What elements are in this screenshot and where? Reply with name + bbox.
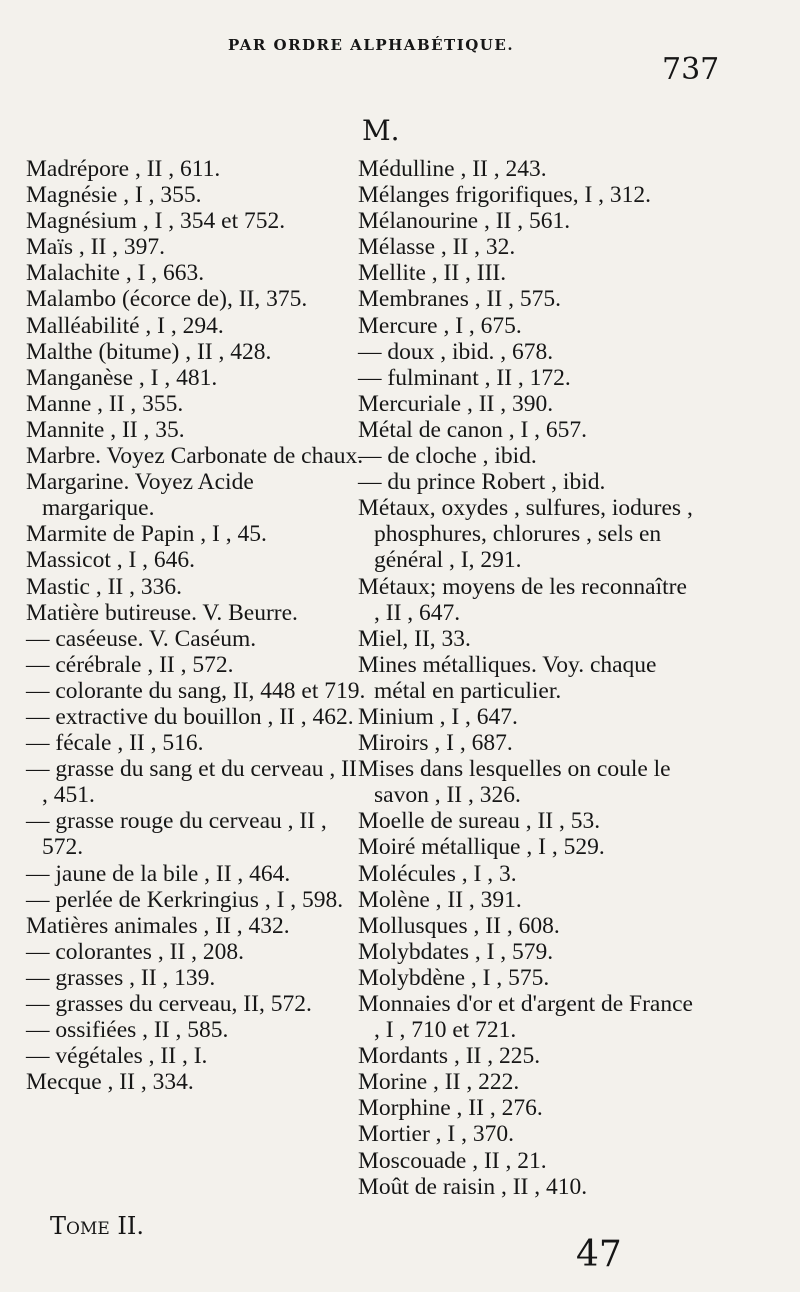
- index-entry: — grasses , II , 139.: [26, 964, 216, 991]
- index-entry: — de cloche , ibid.: [358, 443, 537, 470]
- index-entry: Métaux, oxydes , sulfures, iodures , phosphures, chlorures , sels en général , I, 291.: [358, 495, 693, 574]
- index-entry: — perlée de Kerkringius , I , 598.: [26, 886, 344, 913]
- gathering-number: 47: [576, 1234, 622, 1275]
- running-head: PAR ORDRE ALPHABÉTIQUE.: [228, 36, 515, 54]
- index-entry: Marbre. Voyez Carbonate de chaux.: [26, 443, 364, 470]
- index-entry: — doux , ibid. , 678.: [358, 338, 554, 365]
- index-entry: Moiré métallique , I , 529.: [358, 834, 605, 861]
- index-entry: Malléabilité , I , 294.: [26, 312, 224, 339]
- index-entry: — grasse du sang et du cerveau , II , 451.: [26, 756, 357, 809]
- index-entry: Molécules , I , 3.: [358, 860, 517, 887]
- index-entry: — colorante du sang, II, 448 et 719.: [26, 677, 366, 704]
- index-entry: Mercure , I , 675.: [358, 312, 522, 339]
- index-entry: Monnaies d'or et d'argent de France , I , 710 et 721.: [358, 991, 693, 1044]
- index-column-right: [358, 156, 698, 1200]
- index-entry: Mollusques , II , 608.: [358, 912, 560, 939]
- index-entry: Magnésium , I , 354 et 752.: [26, 208, 286, 235]
- index-entry: — végétales , II , I.: [26, 1043, 208, 1070]
- index-column-left: [26, 156, 366, 1095]
- index-entry: — du prince Robert , ibid.: [358, 469, 606, 496]
- section-letter: M.: [362, 114, 400, 147]
- index-entry: Molène , II , 391.: [358, 886, 522, 913]
- index-entry: Moscouade , II , 21.: [358, 1147, 547, 1174]
- index-entry: Mastic , II , 336.: [26, 573, 182, 600]
- index-entry: — caséeuse. V. Caséum.: [26, 625, 257, 652]
- index-entry: Mortier , I , 370.: [358, 1121, 514, 1148]
- index-entry: Malachite , I , 663.: [26, 260, 205, 287]
- index-entry: Mises dans lesquelles on coule le savon , II , 326.: [358, 756, 671, 809]
- volume-signature: Tome II.: [50, 1212, 144, 1240]
- index-entry: Mannite , II , 35.: [26, 416, 185, 443]
- index-entry: Matière butireuse. V. Beurre.: [26, 599, 298, 626]
- index-entry: Mercuriale , II , 390.: [358, 390, 554, 417]
- index-entry: Minium , I , 647.: [358, 703, 518, 730]
- index-entry: Mélanourine , II , 561.: [358, 208, 571, 235]
- index-entry: — fulminant , II , 172.: [358, 364, 571, 391]
- index-entry: Morphine , II , 276.: [358, 1095, 543, 1122]
- index-entry: — fécale , II , 516.: [26, 730, 204, 757]
- index-entry: Malambo (écorce de), II, 375.: [26, 286, 308, 313]
- index-entry: Matières animales , II , 432.: [26, 912, 290, 939]
- index-entry: Médulline , II , 243.: [358, 156, 547, 182]
- index-entry: — ossifiées , II , 585.: [26, 1017, 229, 1044]
- index-entry: — cérébrale , II , 572.: [26, 651, 234, 678]
- index-entry: Mélasse , II , 32.: [358, 234, 516, 261]
- index-entry: — jaune de la bile , II , 464.: [26, 860, 291, 887]
- index-entry: Morine , II , 222.: [358, 1069, 520, 1096]
- page-number: 737: [662, 52, 720, 87]
- index-entry: Manganèse , I , 481.: [26, 364, 218, 391]
- index-entry: Mines métalliques. Voy. chaque métal en particulier.: [358, 651, 657, 704]
- index-entry: — colorantes , II , 208.: [26, 938, 244, 965]
- index-entry: — extractive du bouillon , II , 462.: [26, 703, 354, 730]
- index-entry: Manne , II , 355.: [26, 390, 184, 417]
- index-entry: Molybdates , I , 579.: [358, 938, 554, 965]
- index-entry: Miroirs , I , 687.: [358, 730, 513, 757]
- index-entry: Massicot , I , 646.: [26, 547, 196, 574]
- index-entry: Marmite de Papin , I , 45.: [26, 521, 267, 548]
- index-entry: Métaux; moyens de les reconnaître , II , 647.: [358, 573, 687, 626]
- index-entry: Moût de raisin , II , 410.: [358, 1173, 588, 1200]
- index-entry: Mélanges frigorifiques, I , 312.: [358, 182, 652, 209]
- index-entry: Mordants , II , 225.: [358, 1043, 541, 1070]
- index-entry: Moelle de sureau , II , 53.: [358, 808, 601, 835]
- index-entry: Mecque , II , 334.: [26, 1069, 194, 1096]
- index-entry: Mellite , II , III.: [358, 260, 507, 287]
- index-entry: — grasses du cerveau, II, 572.: [26, 991, 312, 1017]
- index-entry: Membranes , II , 575.: [358, 286, 561, 313]
- index-entry: Métal de canon , I , 657.: [358, 416, 588, 443]
- index-entry: Molybdène , I , 575.: [358, 964, 550, 991]
- index-entry: Margarine. Voyez Acide margarique.: [26, 469, 254, 522]
- index-entry: Malthe (bitume) , II , 428.: [26, 338, 272, 365]
- index-entry: Miel, II, 33.: [358, 625, 471, 652]
- index-entry: Maïs , II , 397.: [26, 234, 166, 261]
- index-entry: Magnésie , I , 355.: [26, 182, 202, 209]
- index-entry: — grasse rouge du cerveau , II , 572.: [26, 808, 327, 861]
- index-entry: Madrépore , II , 611.: [26, 156, 221, 182]
